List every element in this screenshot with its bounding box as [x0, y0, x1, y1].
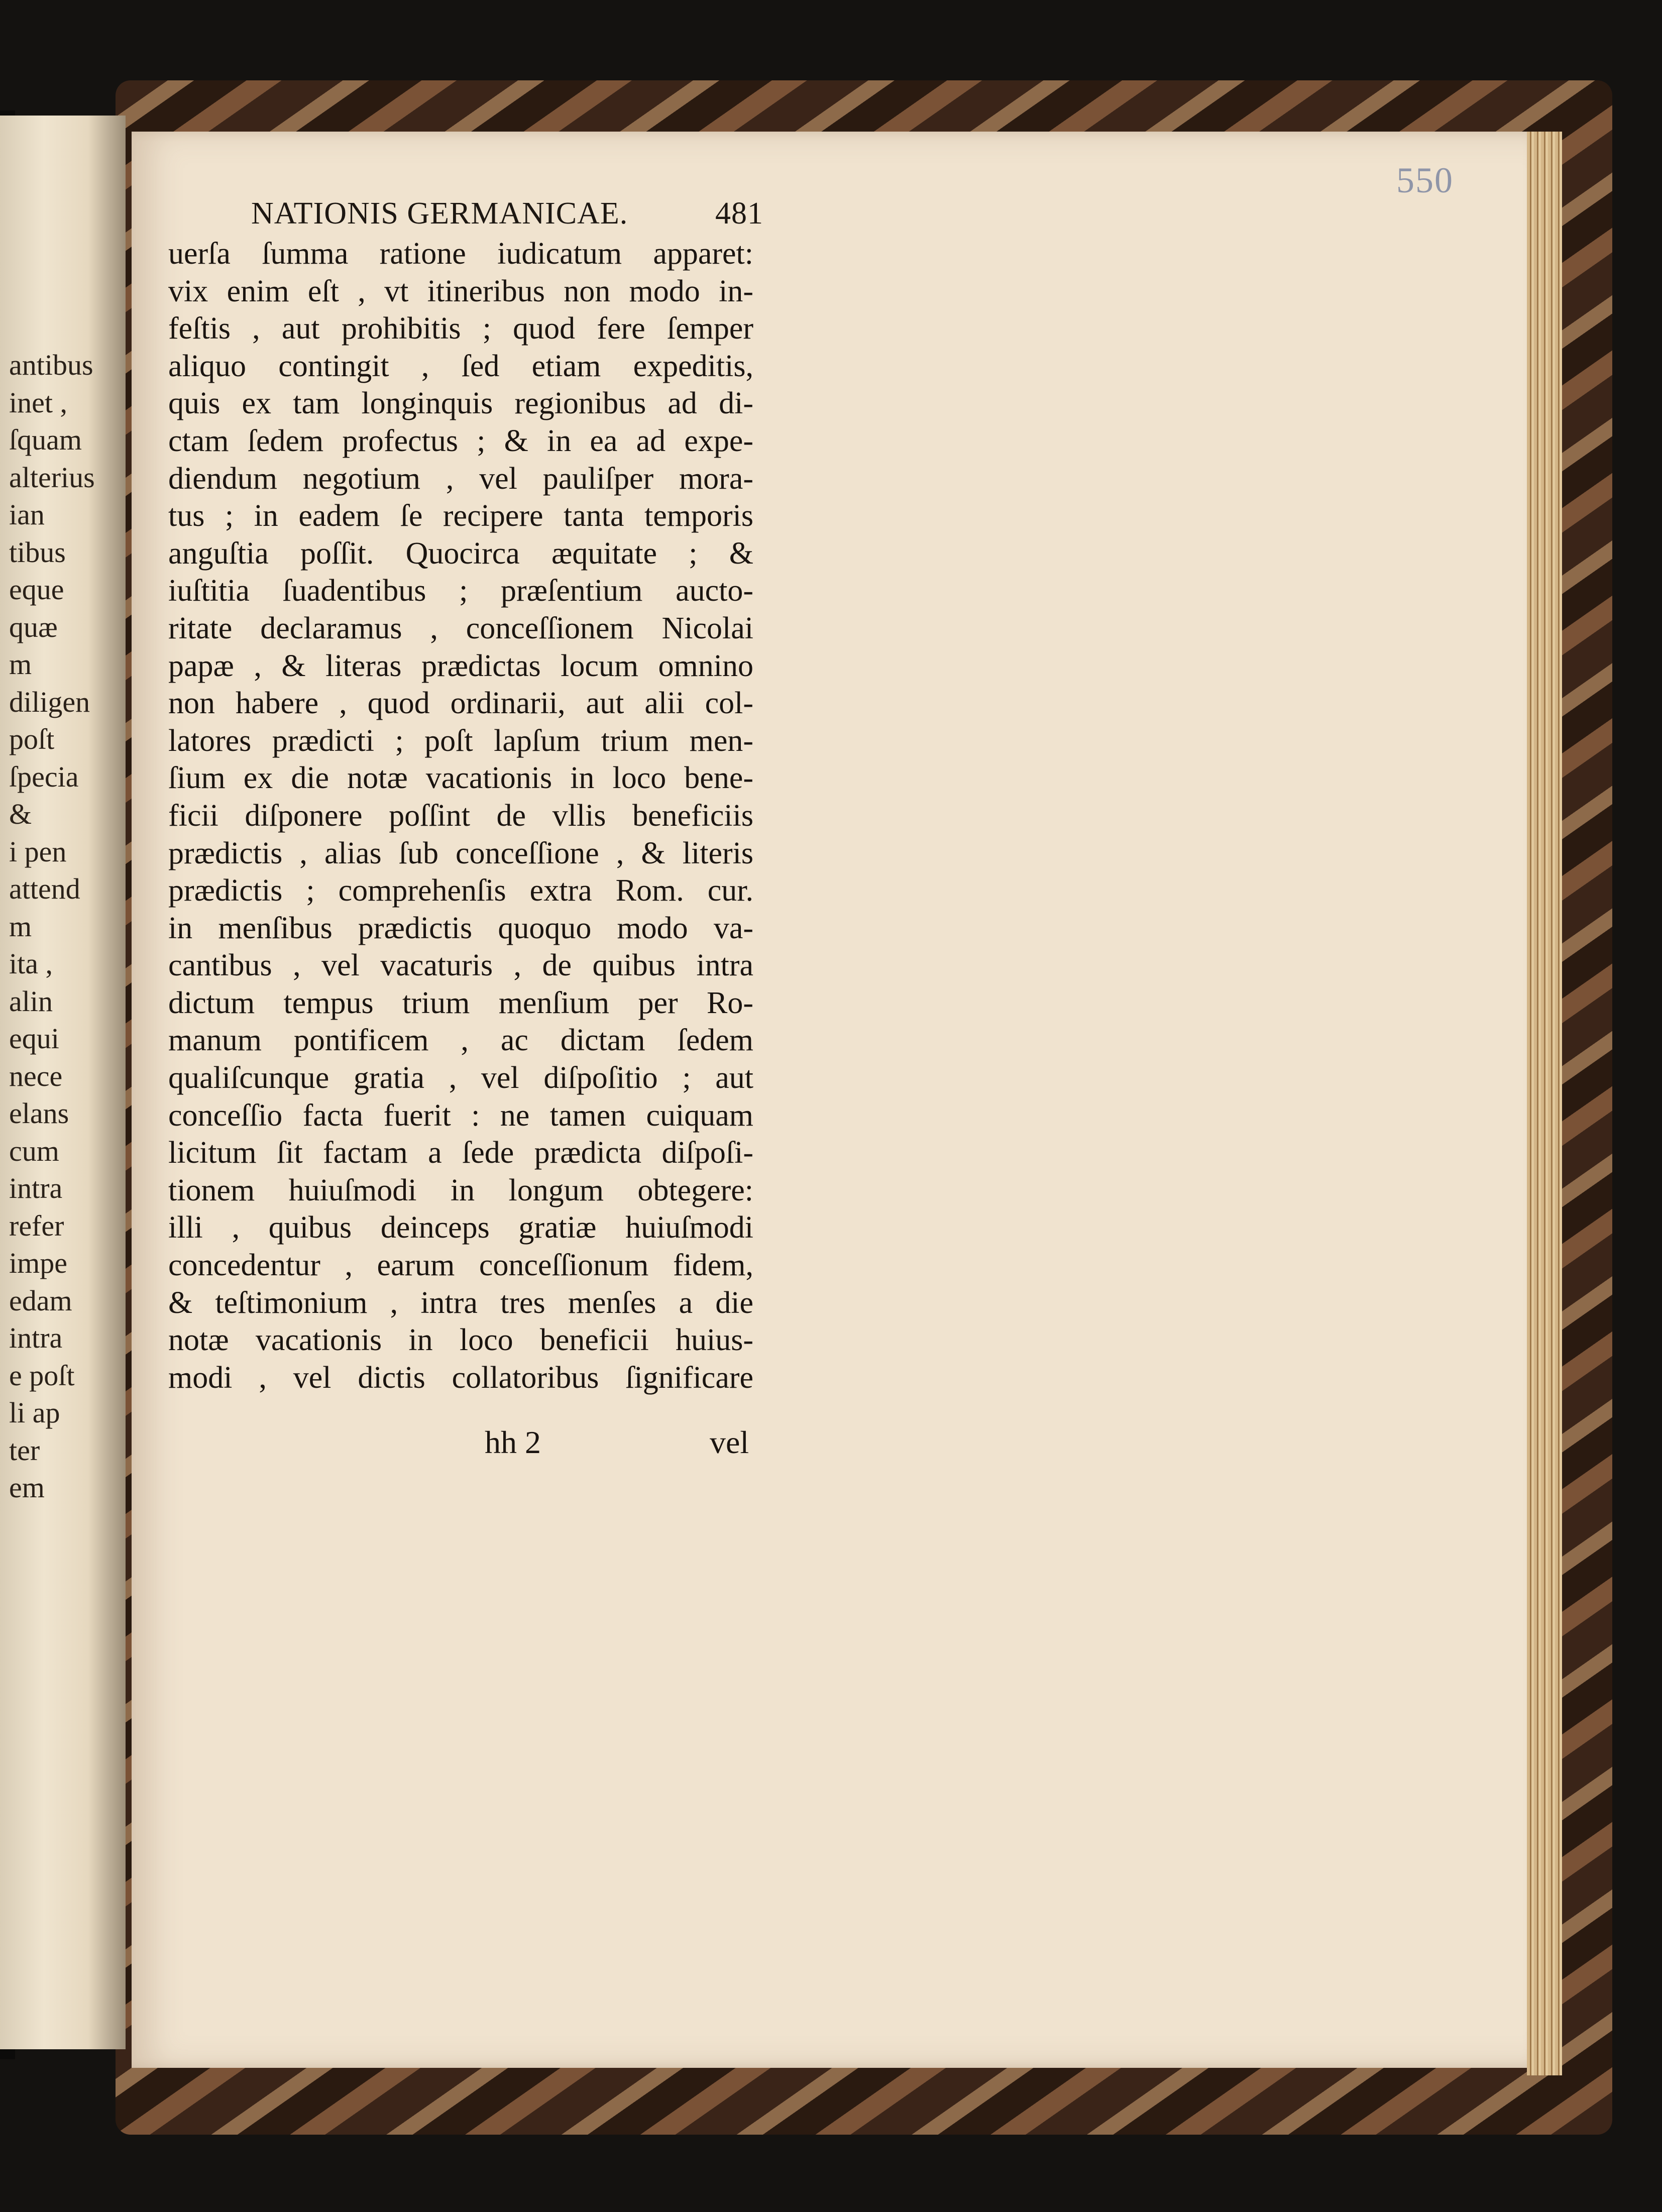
text-line: prædictis , alias ſub conceſſione , & literis — [168, 836, 753, 870]
facing-page-fragment: intra — [9, 1321, 63, 1354]
text-line: ficii diſponere poſſint de vllis beneficiis — [168, 798, 753, 833]
facing-page-fragment: li ap — [9, 1396, 60, 1429]
text-line: non habere , quod ordinarii, aut alii col- — [168, 686, 753, 721]
text-line: feſtis , aut prohibitis ; quod fere ſemper — [168, 311, 753, 346]
facing-page-fragment: e poſt — [9, 1359, 75, 1392]
text-line: licitum ſit factam a ſede prædicta diſpoſi- — [168, 1136, 753, 1170]
facing-page-fragment: eque — [9, 573, 64, 606]
facing-page-fragment: refer — [9, 1209, 64, 1242]
facing-page-text — [9, 347, 120, 1507]
facing-page-fragment: ſquam — [9, 423, 82, 456]
body-text — [168, 235, 753, 1396]
facing-page-fragment: tibus — [9, 535, 66, 569]
facing-page-fragment: i pen — [9, 835, 67, 868]
text-line: manum pontificem , ac dictam ſedem — [168, 1023, 753, 1058]
text-line: papæ , & literas prædictas locum omnino — [168, 648, 753, 683]
text-line: iuſtitia ſuadentibus ; præſentium aucto- — [168, 574, 753, 608]
facing-page-fragment: ſpecia — [9, 760, 79, 793]
text-line: ſium ex die notæ vacationis in loco bene- — [168, 761, 753, 796]
facing-page-fragment: attend — [9, 872, 80, 905]
text-line: anguſtia poſſit. Quocirca æquitate ; & — [168, 536, 753, 571]
text-line: tus ; in eadem ſe recipere tanta temporis — [168, 499, 753, 533]
facing-page-fragment: equi — [9, 1022, 59, 1055]
text-line: concedentur , earum conceſſionum fidem, — [168, 1248, 753, 1283]
text-line: modi , vel dictis collatoribus ſignificare — [168, 1360, 753, 1395]
text-line: qualiſcunque gratia , vel diſpoſitio ; aut — [168, 1061, 753, 1095]
text-line: ctam ſedem profectus ; & in ea ad expe- — [168, 423, 753, 458]
text-line: in menſibus prædictis quoquo modo va- — [168, 911, 753, 945]
facing-page-fragment: intra — [9, 1172, 63, 1204]
running-head-title: NATIONIS GERMANICAE. — [251, 196, 628, 231]
text-line: latores prædicti ; poſt lapſum trium men- — [168, 723, 753, 758]
text-line: aliquo contingit , ſed etiam expeditis, — [168, 349, 753, 383]
text-line: & teſtimonium , intra tres menſes a die — [168, 1285, 753, 1320]
text-line: cantibus , vel vacaturis , de quibus intra — [168, 948, 753, 983]
facing-page-fragment: alterius — [9, 461, 95, 494]
facing-page-fragment: impe — [9, 1247, 67, 1279]
facing-page-fragment: cum — [9, 1134, 59, 1167]
text-line: illi , quibus deinceps gratiæ huiuſmodi — [168, 1210, 753, 1245]
facing-page-fragment: ter — [9, 1433, 40, 1467]
text-line: vix enim eſt , vt itineribus non modo in- — [168, 274, 753, 308]
facing-page-fragment: ita , — [9, 947, 53, 980]
text-line: ritate declaramus , conceſſionem Nicolai — [168, 611, 753, 645]
facing-page-fragment: m — [9, 648, 32, 681]
facing-page-fragment: antibus — [9, 349, 93, 381]
facing-page-fragment: alin — [9, 984, 53, 1018]
text-line: quis ex tam longinquis regionibus ad di- — [168, 386, 753, 421]
facing-page-fragment: nece — [9, 1059, 63, 1092]
facing-page-fragment: ian — [9, 498, 45, 531]
text-line: diendum negotium , vel pauliſper mora- — [168, 461, 753, 496]
text-line: tionem huiuſmodi in longum obtegere: — [168, 1173, 753, 1207]
page-number: 481 — [715, 196, 763, 231]
facing-page-fragment: quæ — [9, 610, 58, 643]
text-line: dictum tempus trium menſium per Ro- — [168, 985, 753, 1020]
facing-page-fragment: elans — [9, 1097, 69, 1130]
facing-page-fragment: diligen — [9, 685, 90, 718]
text-line: uerſa ſumma ratione iudicatum apparet: — [168, 237, 753, 271]
facing-page-fragment: inet , — [9, 386, 67, 419]
page-edges — [1527, 132, 1562, 2075]
text-line: prædictis ; comprehenſis extra Rom. cur. — [168, 873, 753, 908]
facing-page-fragment: poſt — [9, 723, 55, 755]
signature-mark: hh 2 — [485, 1424, 541, 1460]
facing-page — [0, 116, 126, 2049]
facing-page-fragment: & — [9, 798, 32, 830]
catchword: vel — [710, 1424, 749, 1460]
pencil-folio-note: 550 — [1396, 160, 1454, 200]
text-line: conceſſio facta fuerit : ne tamen cuiquam — [168, 1098, 753, 1133]
facing-page-fragment: m — [9, 910, 32, 943]
facing-page-fragment: edam — [9, 1284, 72, 1317]
text-line: notæ vacationis in loco beneficii huius- — [168, 1323, 753, 1358]
facing-page-fragment: em — [9, 1471, 45, 1504]
